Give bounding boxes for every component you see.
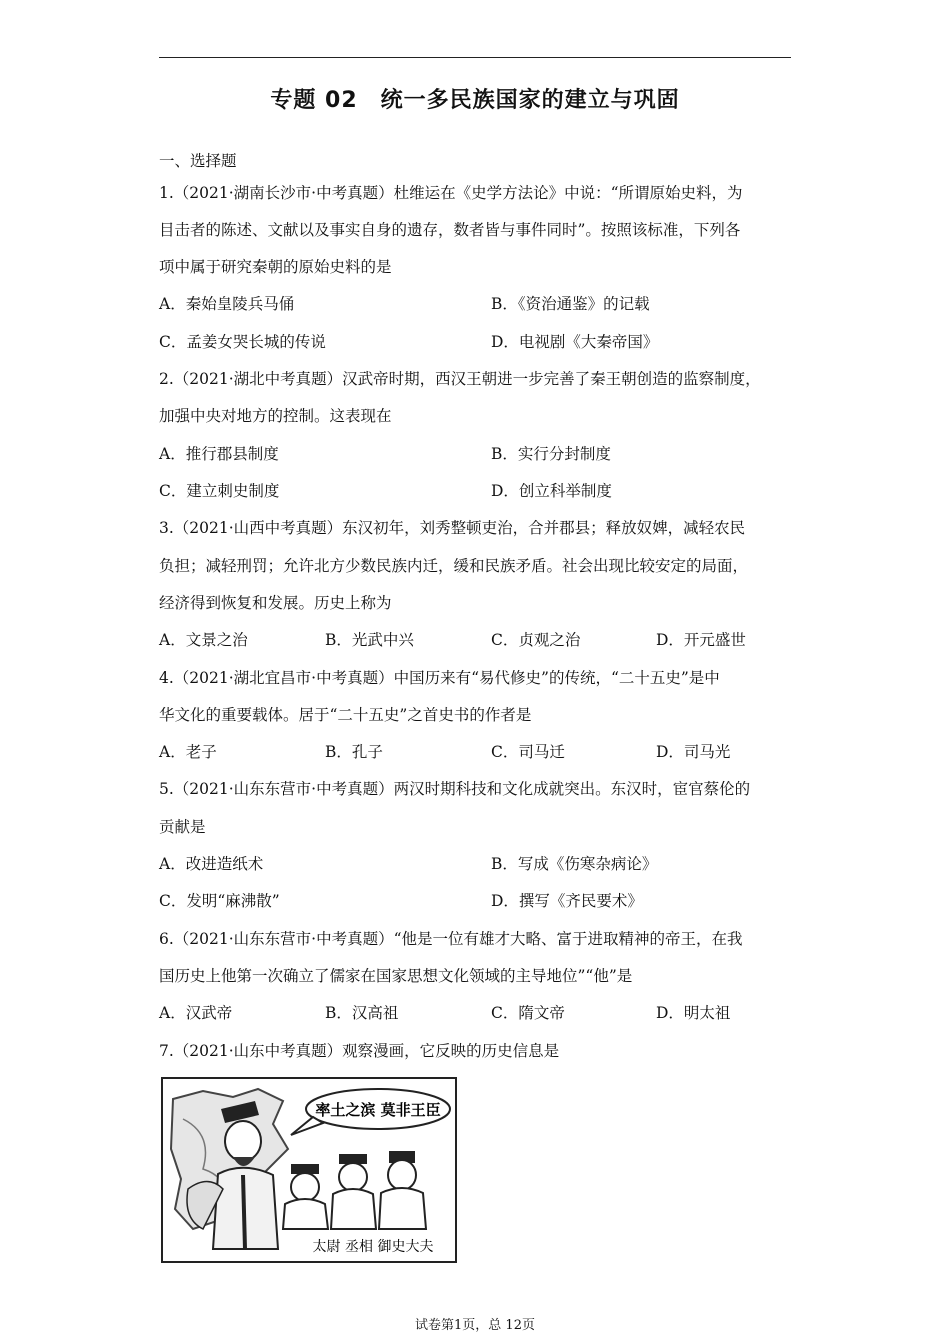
q6-option-b: B．汉高祖 (325, 1004, 399, 1022)
q5-option-b: B．写成《伤寒杂病论》 (491, 855, 658, 873)
q4-option-c: C．司马迁 (491, 743, 565, 761)
q5-option-c: C．发明“麻沸散” (159, 892, 280, 910)
q1-option-d: D．电视剧《大秦帝国》 (491, 333, 659, 351)
top-rule (159, 57, 791, 58)
page-title: 专题 02 统一多民族国家的建立与巩固 (270, 88, 680, 113)
q3-line-2: 负担；减轻刑罚；允许北方少数民族内迁，缓和民族矛盾。社会出现比较安定的局面， (159, 557, 749, 575)
q4-option-b: B．孔子 (325, 743, 383, 761)
q2-option-c: C．建立刺史制度 (159, 482, 280, 500)
q6-option-a: A．汉武帝 (159, 1004, 233, 1022)
q3-line-3: 经济得到恢复和发展。历史上称为 (159, 594, 392, 612)
q4-option-a: A．老子 (159, 743, 217, 761)
q5-option-d: D．撰写《齐民要术》 (491, 892, 643, 910)
q1-option-c: C．孟姜女哭长城的传说 (159, 333, 326, 351)
q3-line-1: 3.（2021·山西中考真题）东汉初年，刘秀整顿吏治，合并郡县；释放奴婢，减轻农民 (159, 519, 746, 537)
q4-line-1: 4.（2021·湖北宜昌市·中考真题）中国历来有“易代修史”的传统，“二十五史”是中 (159, 669, 720, 687)
comic-bubble-text: 率土之滨 莫非王臣 (315, 1101, 441, 1119)
comic-caption-text: 太尉 丞相 御史大夫 (312, 1239, 434, 1255)
q3-option-b: B．光武中兴 (325, 631, 414, 649)
q2-line-1: 2.（2021·湖北中考真题）汉武帝时期，西汉王朝进一步完善了秦王朝创造的监察制度， (159, 370, 761, 388)
section-heading: 一、选择题 (159, 152, 237, 170)
q4-option-d: D．司马光 (656, 743, 731, 761)
q3-option-a: A．文景之治 (159, 631, 248, 649)
q3-option-d: D．开元盛世 (656, 631, 746, 649)
q1-option-a: A．秦始皇陵兵马俑 (159, 295, 295, 313)
q5-line-1: 5.（2021·山东东营市·中考真题）两汉时期科技和文化成就突出。东汉时，宦官蔡伦的 (159, 780, 751, 798)
official-2 (331, 1154, 376, 1229)
q2-line-2: 加强中央对地方的控制。这表现在 (159, 407, 392, 425)
q1-option-b: B．《资治通鉴》的记载 (491, 295, 650, 313)
q1-line-3: 项中属于研究秦朝的原始史料的是 (159, 258, 392, 276)
q1-line-2: 目击者的陈述、文献以及事实自身的遗存，数者皆与事件同时”。按照该标准，下列各 (159, 221, 741, 239)
q6-line-2: 国历史上他第一次确立了儒家在国家思想文化领域的主导地位”“他”是 (159, 967, 633, 985)
q2-option-b: B．实行分封制度 (491, 445, 611, 463)
q1-line-1: 1.（2021·湖南长沙市·中考真题）杜维运在《史学方法论》中说：“所谓原始史料，为 (159, 184, 743, 202)
official-1 (283, 1164, 328, 1229)
comic-image (161, 1077, 457, 1263)
q2-option-a: A．推行郡县制度 (159, 445, 279, 463)
q3-option-c: C．贞观之治 (491, 631, 581, 649)
q4-line-2: 华文化的重要载体。居于“二十五史”之首史书的作者是 (159, 706, 532, 724)
q7-line-1: 7.（2021·山东中考真题）观察漫画，它反映的历史信息是 (159, 1042, 560, 1060)
q5-option-a: A．改进造纸术 (159, 855, 264, 873)
official-3 (379, 1151, 426, 1229)
q5-line-2: 贡献是 (159, 818, 206, 836)
q6-option-d: D．明太祖 (656, 1004, 731, 1022)
comic-drawing (163, 1079, 455, 1261)
q6-line-1: 6.（2021·山东东营市·中考真题）“他是一位有雄才大略、富于进取精神的帝王，在我 (159, 930, 743, 948)
q6-option-c: C．隋文帝 (491, 1004, 565, 1022)
page-footer: 试卷第1页，总 12页 (415, 1318, 535, 1333)
q2-option-d: D．创立科举制度 (491, 482, 612, 500)
